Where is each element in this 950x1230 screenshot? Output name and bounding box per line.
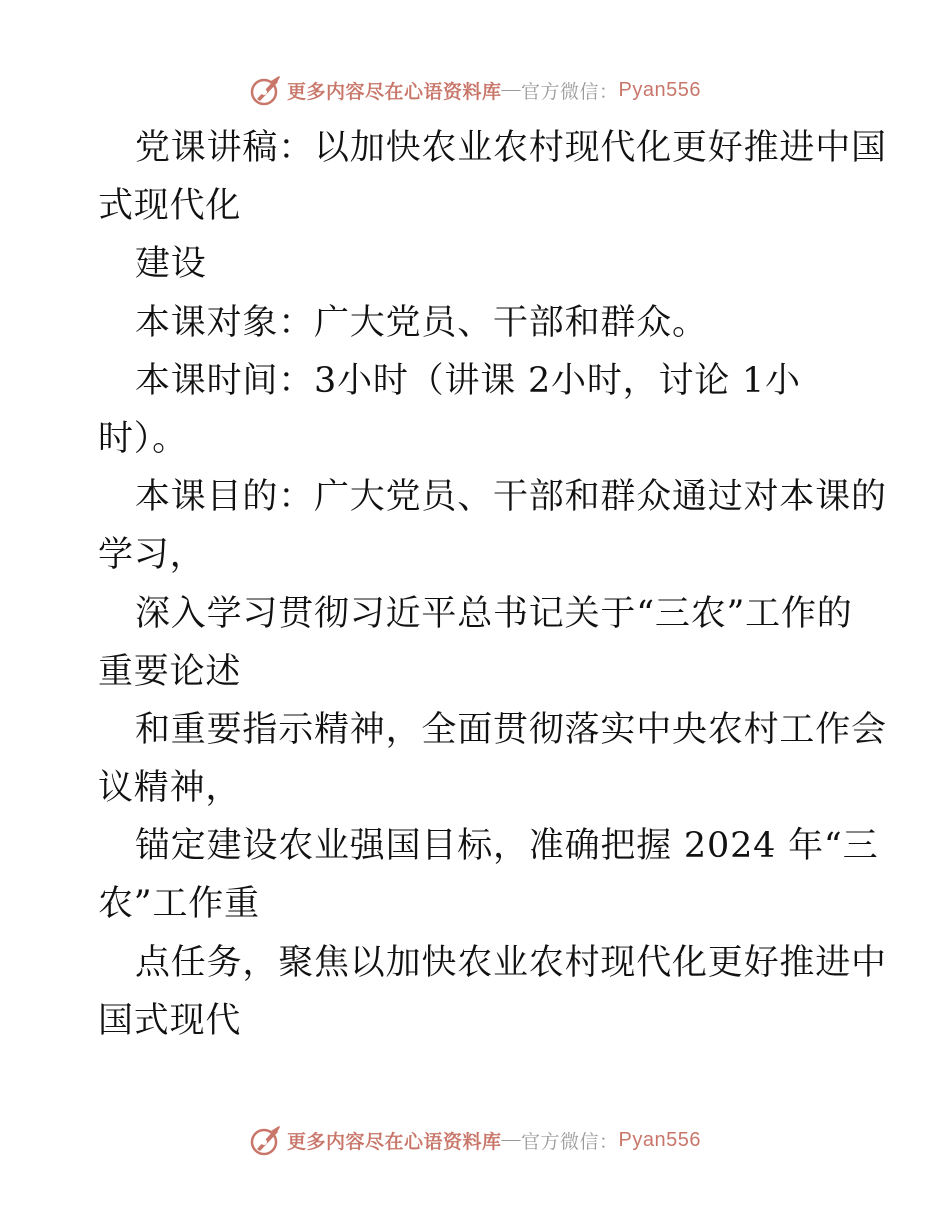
- document-line: 建设: [135, 244, 207, 285]
- document-line: 农”工作重: [98, 884, 260, 925]
- footer-banner: [0, 1120, 950, 1160]
- document-line: 锚定建设农业强国目标，准确把握 2024 年“三: [135, 826, 879, 867]
- document-line: 点任务，聚焦以加快农业农村现代化更好推进中: [135, 942, 887, 983]
- footer-wechat-id: Pyan556: [618, 1128, 701, 1151]
- document-line: 国式现代: [98, 1000, 242, 1041]
- header-wechat-id: Pyan556: [618, 78, 701, 101]
- footer-separator: —: [501, 1129, 522, 1150]
- quill-pen-logo-icon: [249, 1123, 283, 1157]
- header-wechat-label: 官方微信：: [521, 80, 619, 103]
- document-line: 重要论述: [98, 651, 242, 692]
- document-body: [98, 119, 887, 1050]
- document-line: 本课对象：广大党员、干部和群众。: [135, 302, 708, 343]
- header-separator: —: [501, 79, 522, 100]
- document-line: 式现代化: [98, 186, 242, 227]
- document-line: 党课讲稿：以加快农业农村现代化更好推进中国: [135, 128, 887, 168]
- document-line: 议精神，: [98, 768, 242, 809]
- document-line: 时）。: [98, 418, 188, 459]
- footer-site-name: 更多内容尽在心语资料库: [287, 1130, 502, 1153]
- document-line: 学习，: [98, 535, 206, 576]
- document-line: 和重要指示精神，全面贯彻落实中央农村工作会: [135, 709, 887, 750]
- document-line: 本课时间：3小时（讲课 2小时，讨论 1小: [135, 360, 801, 401]
- header-site-name: 更多内容尽在心语资料库: [287, 80, 502, 103]
- document-line: 深入学习贯彻习近平总书记关于“三农”工作的: [135, 593, 853, 634]
- quill-pen-logo-icon: [249, 73, 283, 107]
- footer-wechat-label: 官方微信：: [521, 1130, 619, 1153]
- document-line: 本课目的：广大党员、干部和群众通过对本课的: [135, 477, 887, 518]
- header-banner: [0, 70, 950, 110]
